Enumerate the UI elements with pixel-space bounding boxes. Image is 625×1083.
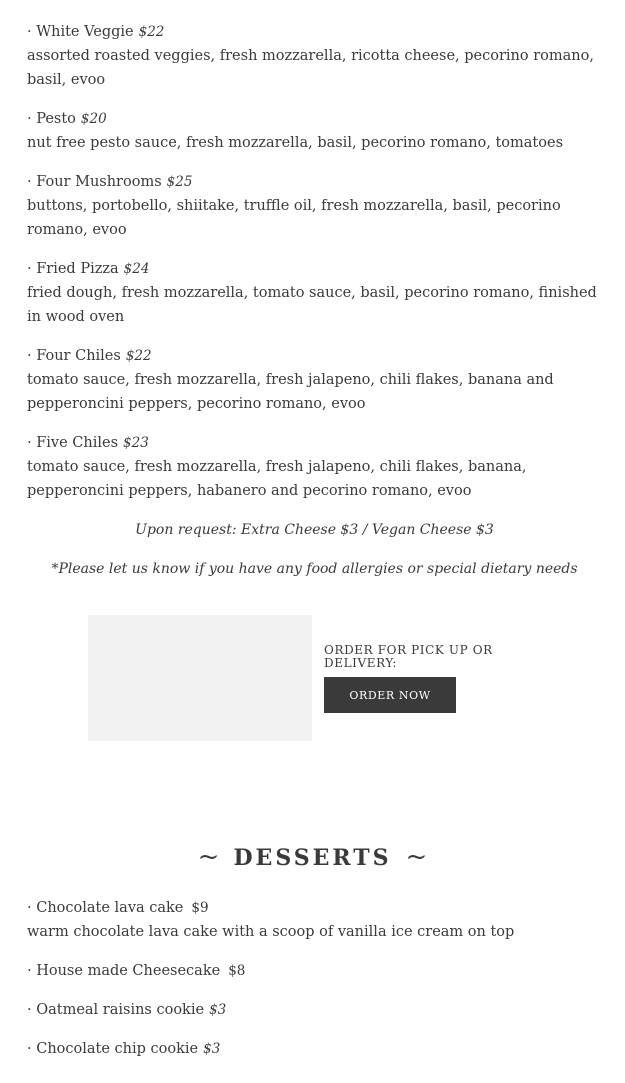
menu-item-name: · House made Cheesecake (27, 963, 221, 979)
section-title: DESSERTS (233, 845, 392, 871)
menu-item-description: fried dough, fresh mozzarella, tomato sauce, basil, pecorino romano, finished in wood oven (27, 285, 597, 325)
menu-item (27, 344, 602, 416)
menu-item (27, 257, 602, 329)
menu-item-price: $22 (138, 24, 165, 40)
menu-item-price: $23 (123, 435, 149, 451)
menu-item-name: · Chocolate chip cookie (27, 1041, 199, 1057)
menu-item-description: nut free pesto sauce, fresh mozzarella, basil, pecorino romano, tomatoes (27, 135, 564, 151)
menu-item-price: $25 (166, 174, 193, 190)
menu-item-description: assorted roasted veggies, fresh mozzarella, ricotta cheese, pecorino romano, basil, evoo (27, 48, 594, 88)
menu-item-name: · Fried Pizza (27, 261, 119, 277)
menu-item-price: $8 (228, 963, 246, 979)
menu-item-name: · Oatmeal raisins cookie (27, 1002, 205, 1018)
menu-item-price: $3 (203, 1041, 221, 1057)
menu-item (27, 431, 602, 503)
menu-item (27, 20, 602, 92)
menu-item-price: $20 (80, 111, 107, 127)
menu-item-name: · Five Chiles (27, 435, 119, 451)
order-now-button[interactable]: ORDER NOW (324, 677, 456, 713)
menu-item-name: · Chocolate lava cake (27, 900, 184, 916)
order-section (88, 615, 528, 741)
menu-item-price: $22 (125, 348, 152, 364)
menu-item (27, 1037, 602, 1061)
menu-item-name: · Four Chiles (27, 348, 121, 364)
menu-item-name: · Pesto (27, 111, 76, 127)
menu-item-price: $24 (123, 261, 150, 277)
desserts-heading (0, 842, 625, 872)
menu-item (27, 998, 602, 1022)
menu-item-description: tomato sauce, fresh mozzarella, fresh jalapeno, chili flakes, banana and pepperoncini peppers, pecorino romano, evoo (27, 372, 554, 412)
right-ornament: ~ (405, 842, 428, 872)
order-label: ORDER FOR PICK UP OR DELIVERY: (324, 643, 493, 670)
menu-item (27, 959, 602, 983)
menu-item-description: tomato sauce, fresh mozzarella, fresh jalapeno, chili flakes, banana, pepperoncini peppers, habanero and pecorino romano, evoo (27, 459, 527, 499)
order-image-placeholder (88, 615, 312, 741)
menu-item-description: buttons, portobello, shiitake, truffle oil, fresh mozzarella, basil, pecorino romano, evoo (27, 198, 561, 238)
menu-item-name: · Four Mushrooms (27, 174, 162, 190)
left-ornament: ~ (197, 842, 220, 872)
menu-item (27, 170, 602, 242)
extra-cheese-note: Upon request: Extra Cheese $3 / Vegan Cheese $3 (135, 522, 494, 538)
pizza-menu-list (27, 20, 602, 596)
menu-item-price: $9 (191, 900, 209, 916)
menu-item-description: warm chocolate lava cake with a scoop of vanilla ice cream on top (27, 924, 515, 940)
desserts-menu-list (27, 896, 602, 1076)
menu-item-name: · White Veggie (27, 24, 134, 40)
allergy-note: *Please let us know if you have any food allergies or special dietary needs (51, 561, 578, 577)
menu-item (27, 107, 602, 155)
menu-item-price: $3 (209, 1002, 227, 1018)
menu-item (27, 896, 602, 944)
